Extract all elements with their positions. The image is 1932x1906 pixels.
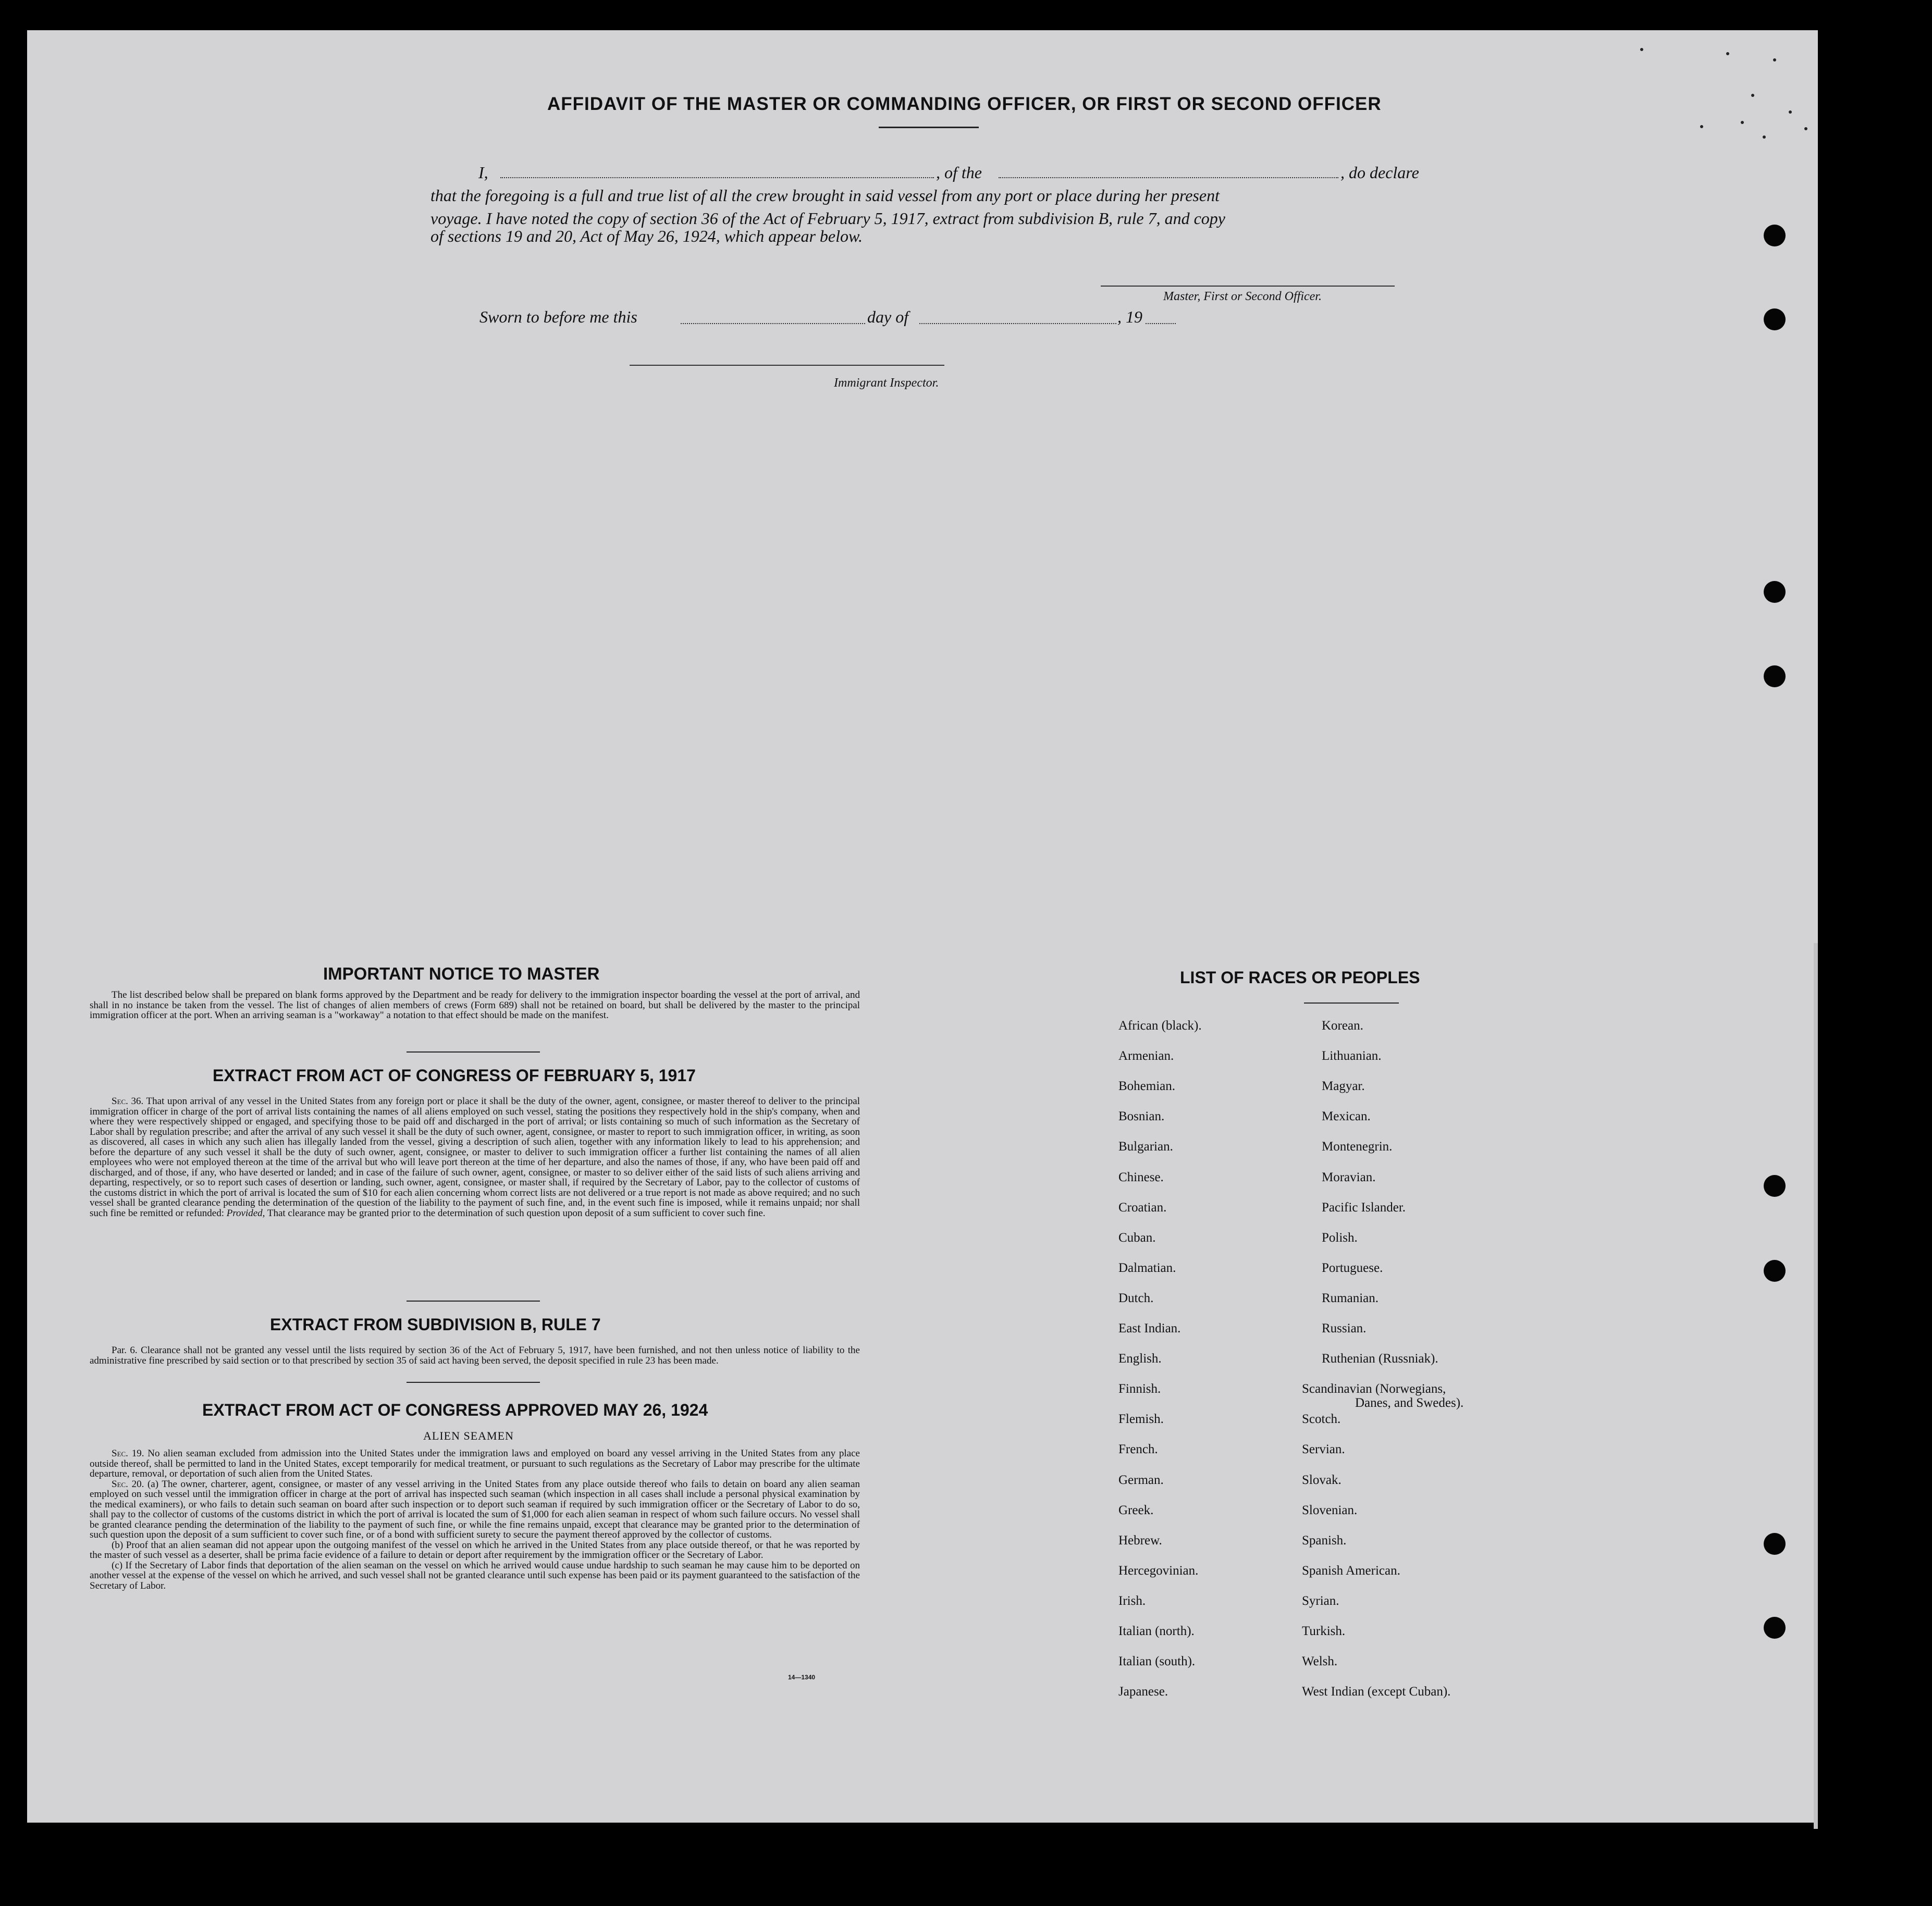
- affidavit-line4: of sections 19 and 20, Act of May 26, 1924, which appear below.: [430, 227, 863, 245]
- race-item: Scandinavian (Norwegians,: [1302, 1382, 1446, 1396]
- year-blank: [1146, 323, 1176, 324]
- speck: [1789, 110, 1792, 114]
- speck: [1700, 125, 1703, 128]
- race-item: Turkish.: [1302, 1624, 1346, 1638]
- race-item: Polish.: [1322, 1230, 1358, 1245]
- punch-hole: [1764, 1175, 1786, 1197]
- race-item: Japanese.: [1118, 1685, 1168, 1699]
- race-item: Italian (south).: [1118, 1654, 1196, 1669]
- race-item: Dalmatian.: [1118, 1260, 1176, 1275]
- title-underline: [879, 127, 979, 128]
- sec-20b-text: (b) Proof that an alien seaman did not appear upon the outgoing manifest of the vessel on which he arrived in the United States from any place outside thereof, or that he was reported by the master of such vessel as a deserter, shall be prima facie evidence of a failure to detain or deport after requirement by the immigration officer or the Secretary of Labor.: [90, 1539, 860, 1561]
- race-item: Lithuanian.: [1322, 1049, 1382, 1063]
- extract-1924-title: EXTRACT FROM ACT OF CONGRESS APPROVED MAY 26, 1924: [202, 1401, 708, 1419]
- sec-36-end: That clearance may be granted prior to the determination of such question upon deposit of a sum sufficient to cover such fine.: [267, 1207, 766, 1219]
- affidavit-title: AFFIDAVIT OF THE MASTER OR COMMANDING OFFICER, OR FIRST OR SECOND OFFICER: [547, 94, 1382, 114]
- race-item: Pacific Islander.: [1322, 1200, 1406, 1215]
- affidavit-line2: that the foregoing is a full and true list of all the crew brought in said vessel from any port or place during her present: [430, 186, 1220, 205]
- sec-20-label: Sec. 20.: [112, 1478, 144, 1490]
- affidavit-line1-a: I,: [478, 163, 488, 182]
- race-item: Bulgarian.: [1118, 1140, 1173, 1154]
- race-item: Croatian.: [1118, 1200, 1167, 1215]
- affidavit-line1-b: , of the: [936, 163, 982, 182]
- race-item: Spanish.: [1302, 1533, 1347, 1548]
- sworn-b: day of: [867, 307, 909, 326]
- vessel-blank: [999, 177, 1338, 178]
- speck: [1640, 48, 1643, 51]
- punch-hole: [1764, 1533, 1786, 1555]
- extract-1924-text: [90, 1449, 860, 1591]
- alien-seamen-subtitle: ALIEN SEAMEN: [423, 1429, 514, 1442]
- race-item: Dutch.: [1118, 1291, 1154, 1305]
- speck: [1763, 135, 1766, 139]
- race-item: Slovak.: [1302, 1472, 1342, 1487]
- extract-1917-title: EXTRACT FROM ACT OF CONGRESS OF FEBRUARY 5, 1917: [213, 1066, 696, 1085]
- punch-hole: [1764, 225, 1786, 246]
- sworn-a: Sworn to before me this: [479, 307, 637, 326]
- race-item: Rumanian.: [1322, 1291, 1379, 1305]
- proviso: Provided,: [226, 1207, 265, 1219]
- punch-hole: [1764, 581, 1786, 603]
- race-item: German.: [1118, 1472, 1164, 1487]
- race-item: Portuguese.: [1322, 1260, 1383, 1275]
- rule7-title: EXTRACT FROM SUBDIVISION B, RULE 7: [270, 1315, 601, 1334]
- race-item: Chinese.: [1118, 1170, 1164, 1184]
- affidavit-line3: voyage. I have noted the copy of section 36 of the Act of February 5, 1917, extract from subdivision B, rule 7, and copy: [430, 209, 1225, 228]
- divider: [1304, 1002, 1399, 1004]
- page-fold: [1814, 943, 1818, 1829]
- race-item: Ruthenian (Russniak).: [1322, 1352, 1438, 1366]
- notice-paragraph: The list described below shall be prepared on blank forms approved by the Department and be ready for delivery to the immigration inspector boarding the vessel at the port of arrival, and shall in no instance be taken from the vessel. The list of changes of alien members of crews (Form 689) shall not be retained on board, but shall be delivered by the master to the principal immigration officer at the port. When an arriving seaman is a "workaway" a notation to that effect should be made on the manifest.: [90, 989, 860, 1021]
- sec-20a-text: (a) The owner, charterer, agent, consignee, or master of any vessel arriving in the United States from any place outside thereof who fails to detain on board any alien seaman employed on such vessel until the immigration officer in charge at the port of arrival has inspected such seaman (which inspection in all cases shall include a personal physical examination by the medical examiners), or who fails to detain such seaman on board after such inspection or to deport such seaman if required by such immigration officer or the Secretary of Labor to do so, shall pay to the collector of customs of the customs district in which the port of arrival is located the sum of $1,000 for each alien seaman in respect of whom such failure occurs. No vessel shall be granted clearance pending the determination of the liability to the payment of such fine, or while the fine remains unpaid, except that clearance may be granted prior to the determination of such question upon the deposit of a sum sufficient to cover such fine, or of a bond with sufficient surety to secure the payment thereof approved by the collector of customs.: [90, 1478, 860, 1540]
- punch-hole: [1764, 1617, 1786, 1639]
- race-item: Finnish.: [1118, 1382, 1161, 1396]
- race-item: African (black).: [1118, 1019, 1202, 1033]
- race-item: Moravian.: [1322, 1170, 1376, 1184]
- sworn-c: , 19: [1117, 307, 1142, 326]
- day-blank: [681, 323, 865, 324]
- race-item: Italian (north).: [1118, 1624, 1195, 1638]
- sec-36-label: Sec. 36.: [112, 1096, 144, 1107]
- month-blank: [919, 323, 1116, 324]
- race-item: Cuban.: [1118, 1230, 1156, 1245]
- sec-20c-text: (c) If the Secretary of Labor finds that deportation of the alien seaman on the vessel on which he arrived would cause undue hardship to such seaman he may cause him to be deported on another vessel at the expense of the vessel on which he arrived, and such vessel shall not be granted clearance until such expense has been paid or its payment guaranteed to the satisfaction of the Secretary of Labor.: [90, 1560, 860, 1591]
- race-item: Irish.: [1118, 1593, 1146, 1608]
- race-item: Scotch.: [1302, 1412, 1341, 1427]
- divider: [407, 1382, 540, 1383]
- race-item: Magyar.: [1322, 1079, 1365, 1094]
- inspector-caption: Immigrant Inspector.: [834, 376, 939, 390]
- divider: [407, 1051, 540, 1053]
- race-item: Korean.: [1322, 1019, 1363, 1033]
- sec-19-label: Sec. 19.: [112, 1448, 144, 1459]
- speck: [1804, 127, 1807, 130]
- race-item: West Indian (except Cuban).: [1302, 1685, 1451, 1699]
- punch-hole: [1764, 308, 1786, 330]
- extract-1917-text: [90, 1096, 860, 1218]
- inspector-signature-line: [630, 365, 944, 366]
- race-item: Hercegovinian.: [1118, 1563, 1199, 1578]
- race-item: Armenian.: [1118, 1049, 1174, 1063]
- race-item: Spanish American.: [1302, 1563, 1400, 1578]
- punch-hole: [1764, 1260, 1786, 1282]
- race-item: Russian.: [1322, 1321, 1367, 1335]
- divider: [407, 1301, 540, 1302]
- race-item: Slovenian.: [1302, 1503, 1358, 1517]
- speck: [1773, 58, 1776, 61]
- race-item: Bosnian.: [1118, 1109, 1165, 1124]
- rule7-paragraph: Par. 6. Clearance shall not be granted any vessel until the lists required by section 36 of the Act of February 5, 1917, have been furnished, and not then unless notice of liability to the administrative fine prescribed by said section or to that prescribed by section 35 of said act having been served, the deposit specified in rule 23 has been made.: [90, 1345, 860, 1366]
- sec-19-text: No alien seaman excluded from admission into the United States under the immigration laws and employed on board any vessel arriving in the United States from any place outside thereof, shall be permitted to land in the United States, except temporarily for medical treatment, or pursuant to such regulations as the Secretary of Labor may prescribe for the ultimate departure, removal, or deportation of such alien from the United States.: [90, 1448, 860, 1479]
- master-signature-line: [1101, 286, 1395, 287]
- races-title: LIST OF RACES OR PEOPLES: [1180, 968, 1420, 987]
- speck: [1751, 94, 1754, 97]
- race-item: Servian.: [1302, 1442, 1345, 1457]
- race-item: Bohemian.: [1118, 1079, 1176, 1094]
- rule7-text: [90, 1345, 860, 1366]
- affidavit-line1-c: , do declare: [1340, 163, 1419, 182]
- notice-text: [90, 990, 860, 1021]
- race-item: Mexican.: [1322, 1109, 1371, 1124]
- race-item: Syrian.: [1302, 1593, 1339, 1608]
- race-item: Montenegrin.: [1322, 1140, 1393, 1154]
- race-item: Welsh.: [1302, 1654, 1338, 1669]
- notice-title: IMPORTANT NOTICE TO MASTER: [323, 964, 600, 983]
- speck: [1741, 121, 1744, 124]
- speck: [1726, 52, 1729, 55]
- race-item: Flemish.: [1118, 1412, 1164, 1427]
- punch-hole: [1764, 665, 1786, 687]
- race-right-continuation: Danes, and Swedes).: [1355, 1396, 1464, 1410]
- race-item: East Indian.: [1118, 1321, 1181, 1335]
- race-item: Hebrew.: [1118, 1533, 1162, 1548]
- name-blank: [500, 177, 934, 178]
- form-number: 14—1340: [788, 1674, 816, 1681]
- sec-36-text: That upon arrival of any vessel in the United States from any foreign port or place it shall be the duty of the owner, agent, consignee, or master thereof to deliver to the principal immigration officer in charge of the port of arrival lists containing the names of all aliens employed on such vessel, stating the positions they respectively hold in the ship's company, when and where they were respectively shipped or engaged, and specifying those to be paid off and discharged in the port of arrival; or lists containing so much of such information as the Secretary of Labor shall by regulation prescribe; and after the arrival of any such vessel it shall be the duty of such owner, agent, consignee, or master to report to such immigration officer, in writing, as soon as discovered, all cases in which any such alien has illegally landed from the vessel, giving a description of such alien, together with any information likely to lead to his apprehension; and before the departure of any such vessel it shall be the duty of such owner, agent, consignee, or master to deliver to such immigration officer a further list containing the names of all alien employees who were not employed thereon at the time of the arrival but who will leave port thereon at the time of her departure, and also the names of those, if any, who have been paid off and discharged, and of those, if any, who have deserted or landed; and in case of the failure of such owner, agent, consignee, or master to so deliver either of the said lists of such aliens arriving and departing, respectively, or so to report such cases of desertion or landing, such owner, agent, consignee, or master shall, if required by the Secretary of Labor, pay to the collector of customs of the customs district in which the port of arrival is located the sum of $10 for each alien concerning whom correct lists are not delivered or a true report is not made as above required; and no such vessel shall be granted clearance pending the determination of the question of the liability to the payment of such fine, and, in the event such fine is imposed, while it remains unpaid; nor shall such fine be remitted or refunded:: [90, 1096, 860, 1219]
- master-caption: Master, First or Second Officer.: [1163, 290, 1322, 303]
- race-item: Greek.: [1118, 1503, 1154, 1517]
- race-item: English.: [1118, 1352, 1162, 1366]
- race-item: French.: [1118, 1442, 1158, 1457]
